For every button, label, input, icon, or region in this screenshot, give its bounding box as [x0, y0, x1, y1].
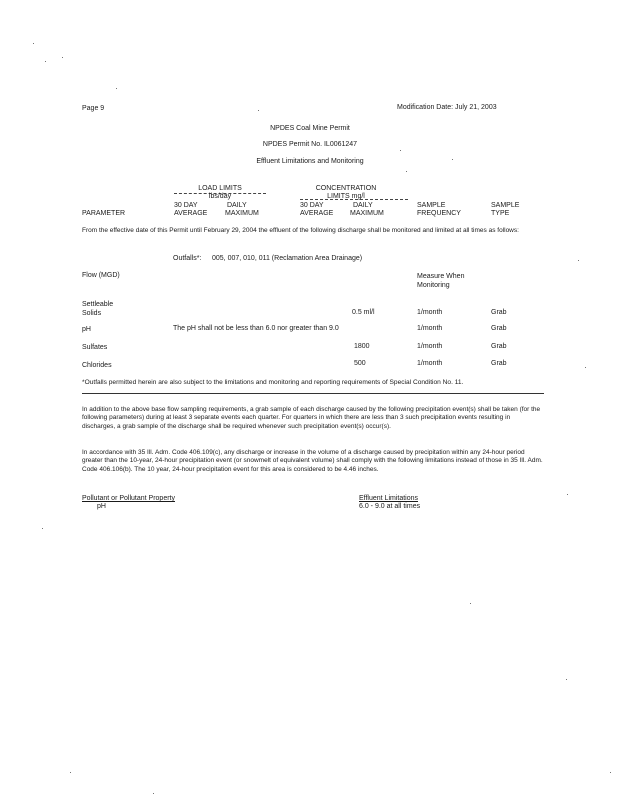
column-header: TYPE	[491, 210, 510, 217]
column-header: FREQUENCY	[417, 210, 461, 217]
column-header: 30 DAY	[174, 202, 198, 209]
load-limits-units: lbs/day	[208, 193, 232, 200]
row-frequency: Measure When Monitoring	[417, 273, 465, 289]
concentration-units: LIMITS mg/l	[327, 193, 365, 200]
effluent-value: 6.0 - 9.0 at all times	[359, 503, 421, 510]
row-parameter: Chlorides	[82, 362, 112, 369]
row-frequency: 1/month	[417, 309, 443, 316]
section-divider	[82, 393, 544, 394]
page-number: Page 9	[82, 105, 105, 112]
parameter-header: PARAMETER	[82, 210, 126, 217]
row-parameter: pH	[82, 326, 91, 333]
row-daily-max: 0.5 ml/l	[352, 309, 375, 316]
row-frequency: 1/month	[417, 360, 443, 367]
scan-speck	[62, 57, 63, 58]
row-daily-max: 500	[354, 360, 366, 367]
pollutant-value: pH	[97, 503, 106, 510]
column-header: MAXIMUM	[350, 210, 384, 217]
column-header: SAMPLE	[491, 202, 520, 209]
row-type: Grab	[491, 309, 507, 316]
column-header: DAILY	[227, 202, 247, 209]
scan-speck	[70, 772, 71, 773]
permit-title: NPDES Coal Mine Permit	[270, 125, 350, 132]
scan-speck	[116, 88, 117, 89]
column-header: 30 DAY	[300, 202, 324, 209]
column-header: AVERAGE	[300, 210, 334, 217]
scan-speck	[610, 772, 611, 773]
row-frequency: 1/month	[417, 343, 443, 350]
intro-paragraph: From the effective date of this Permit until February 29, 2004 the effluent of the following discharge shall be monitored and limited at all times as follows:	[82, 227, 519, 234]
row-type: Grab	[491, 325, 507, 332]
row-type: Grab	[491, 343, 507, 350]
scan-speck	[470, 603, 471, 604]
outfalls-label: Outfalls*:	[173, 255, 202, 262]
scan-speck	[33, 43, 34, 44]
scan-speck	[567, 494, 568, 495]
sampling-paragraph: In addition to the above base flow sampling requirements, a grab sample of each discharge caused by the following precipitation event(s) shall be taken (for the following parameters) during at least 3 separate events each quarter. For quarters in which there are less than 3 such precipitation events resulting in discharges, a grab sample of the discharge shall be required whenever such precipitation event(s) occur(s).	[82, 406, 541, 430]
scan-speck	[153, 793, 154, 794]
row-limit: The pH shall not be less than 6.0 nor greater than 9.0	[173, 325, 339, 332]
scan-speck	[452, 159, 453, 160]
scan-speck	[45, 61, 46, 62]
scan-speck	[406, 171, 407, 172]
concentration-heading: CONCENTRATION	[315, 185, 377, 192]
outfalls-footnote: *Outfalls permitted herein are also subject to the limitations and monitoring and reporting requirements of Special Condition No. 11.	[82, 379, 464, 386]
row-parameter: Flow (MGD)	[82, 272, 120, 279]
scan-speck	[258, 110, 259, 111]
pollutant-header: Pollutant or Pollutant Property	[82, 495, 175, 502]
section-subtitle: Effluent Limitations and Monitoring	[256, 158, 364, 165]
row-parameter: Sulfates	[82, 344, 108, 351]
row-daily-max: 1800	[354, 343, 370, 350]
scan-speck	[400, 150, 401, 151]
scan-speck	[578, 260, 579, 261]
outfalls-value: 005, 007, 010, 011 (Reclamation Area Drainage)	[212, 255, 363, 262]
precipitation-paragraph: In accordance with 35 Ill. Adm. Code 406.109(c), any discharge or increase in the volume of a discharge caused by precipitation within any 24-hour period greater than the 10-year, 24-hour precipitation event (or snowmelt of equivalent volume) shall comply with the following limitations instead of those in 35 Ill. Adm. Code 406.106(b). The 10 year, 24-hour precipitation event for this area is considered to be 4.46 inches.	[82, 449, 543, 473]
modification-date: Modification Date: July 21, 2003	[397, 104, 497, 111]
column-header: MAXIMUM	[225, 210, 259, 217]
effluent-header: Effluent Limitations	[359, 495, 419, 502]
scan-speck	[566, 679, 567, 680]
row-parameter: Settleable Solids	[82, 301, 114, 317]
scan-speck	[585, 367, 586, 368]
permit-number: NPDES Permit No. IL0061247	[262, 141, 358, 148]
column-header: SAMPLE	[417, 202, 446, 209]
column-header: DAILY	[353, 202, 373, 209]
column-header: AVERAGE	[174, 210, 208, 217]
load-limits-heading: LOAD LIMITS	[198, 185, 242, 192]
scan-speck	[42, 528, 43, 529]
row-type: Grab	[491, 360, 507, 367]
row-frequency: 1/month	[417, 325, 443, 332]
